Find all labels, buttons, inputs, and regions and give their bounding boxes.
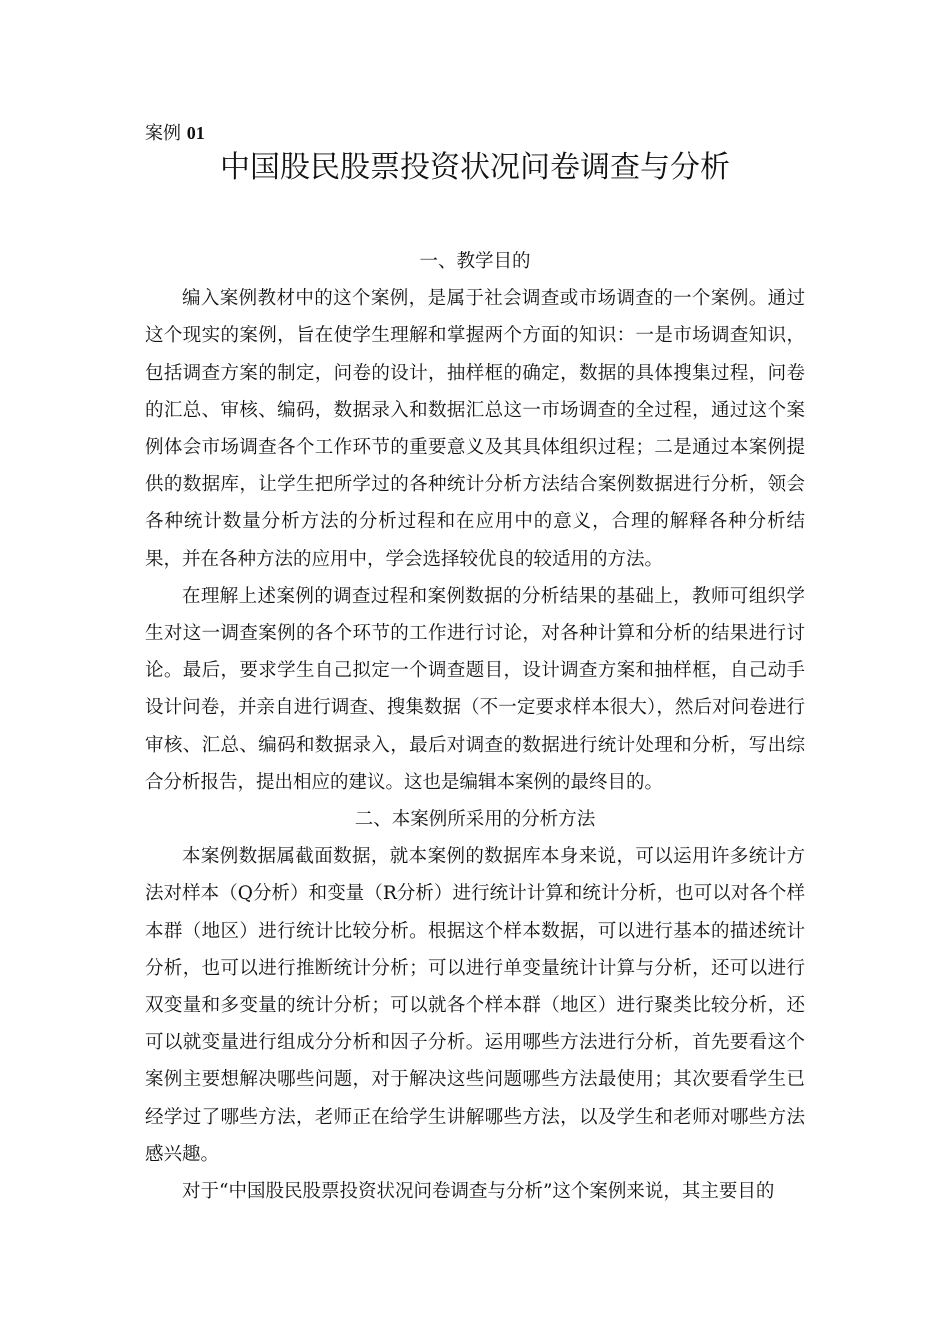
case-label <box>145 119 205 148</box>
document-body <box>145 243 805 1210</box>
case-number: 01 <box>186 123 205 143</box>
section-heading-teaching-purpose: 一、教学目的 <box>419 251 531 272</box>
document-title: 中国股民股票投资状况问卷调查与分析 <box>220 150 730 185</box>
section-heading-analysis-methods: 二、本案例所采用的分析方法 <box>354 809 596 831</box>
case-label-text: 案例 <box>145 123 181 144</box>
paragraph: 编入案例教材中的这个案例，是属于社会调查或市场调查的一个案例。通过这个现实的案例，旨在使学生理解和掌握两个方面的知识：一是市场调查知识，包括调查方案的制定，问卷的设计，抽样框的确定，数据的具体搜集过程，问卷的汇总、审核、编码，数据录入和数据汇总这一市场调查的全过程，通过这个案例体会市场调查各个工作环节的重要意义及其具体组织过程；二是通过本案例提供的数据库，让学生把所学过的各种统计分析方法结合案例数据进行分析，领会各种统计数量分析方法的分析过程和在应用中的意义，合理的解释各种分析结果，并在各种方法的应用中，学会选择较优良的较适用的方法。 <box>145 288 805 570</box>
paragraph: 本案例数据属截面数据，就本案例的数据库本身来说，可以运用许多统计方法对样本（Q分析）和变量（R分析）进行统计计算和统计分析，也可以对各个样本群（地区）进行统计比较分析。根据这个样本数据，可以进行基本的描述统计分析，也可以进行推断统计分析；可以进行单变量统计计算与分析，还可以进行双变量和多变量的统计分析；可以就各个样本群（地区）进行聚类比较分析，还可以就变量进行组成分分析和因子分析。运用哪些方法进行分析，首先要看这个案例主要想解决哪些问题，对于解决这些问题哪些方法最使用；其次要看学生已经学过了哪些方法，老师正在给学生讲解哪些方法，以及学生和老师对哪些方法感兴趣。 <box>145 846 805 1165</box>
paragraph: 在理解上述案例的调查过程和案例数据的分析结果的基础上，教师可组织学生对这一调查案例的各个环节的工作进行讨论，对各种计算和分析的结果进行讨论。最后，要求学生自己拟定一个调查题目，设计调查方案和抽样框，自己动手设计问卷，并亲自进行调查、搜集数据（不一定要求样本很大），然后对问卷进行审核、汇总、编码和数据录入，最后对调查的数据进行统计处理和分析，写出综合分析报告，提出相应的建议。这也是编辑本案例的最终目的。 <box>145 585 805 793</box>
paragraph: 对于“中国股民股票投资状况问卷调查与分析”这个案例来说，其主要目的 <box>182 1181 775 1203</box>
